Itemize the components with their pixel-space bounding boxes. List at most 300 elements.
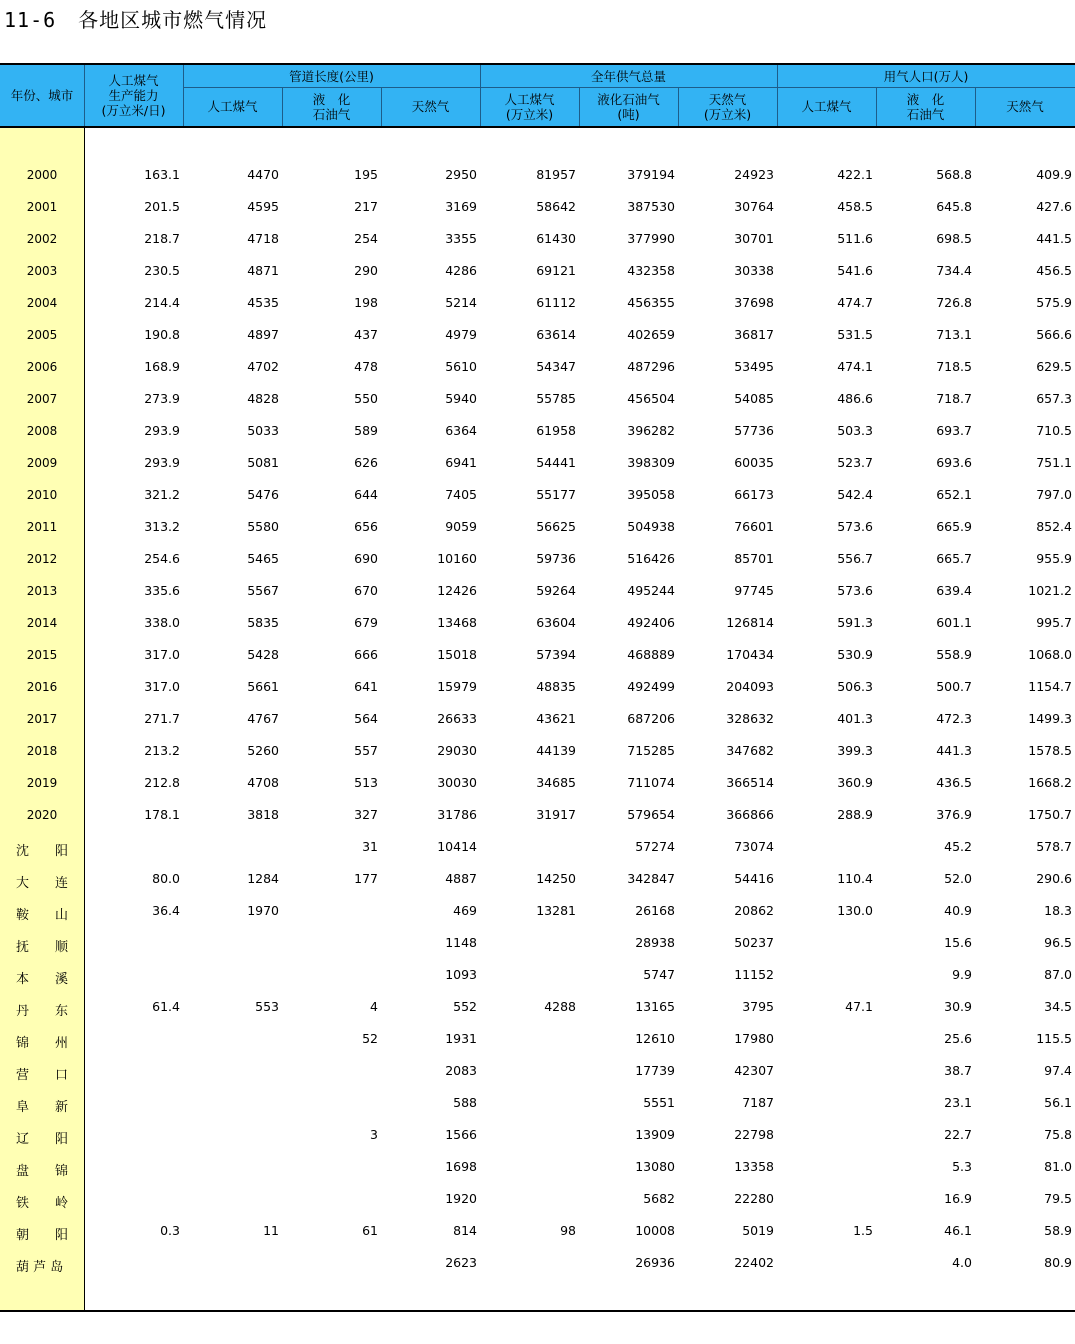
table-cell: 73074 xyxy=(734,839,774,854)
city-label: 大 连 xyxy=(16,876,69,891)
table-cell: 1920 xyxy=(445,1191,477,1206)
table-cell: 115.5 xyxy=(1036,1031,1072,1046)
table-cell: 578.7 xyxy=(1036,839,1072,854)
table-cell: 1750.7 xyxy=(1028,807,1072,822)
table-cell: 711074 xyxy=(627,775,675,790)
table-cell: 9059 xyxy=(445,519,477,534)
city-label: 鞍 山 xyxy=(16,908,69,923)
year-label: 2006 xyxy=(26,360,58,374)
table-cell: 85701 xyxy=(734,551,774,566)
table-cell: 5580 xyxy=(247,519,279,534)
header-sub-8: 液 化 石油气 xyxy=(906,91,945,122)
table-cell: 290.6 xyxy=(1036,871,1072,886)
table-cell: 31917 xyxy=(536,807,576,822)
table-cell: 57274 xyxy=(635,839,675,854)
table-cell: 3 xyxy=(370,1127,378,1142)
header-row-label: 年份、城市 xyxy=(10,88,74,103)
city-label: 锦 州 xyxy=(16,1036,69,1051)
header-sub-2: 液 化 石油气 xyxy=(312,91,351,122)
table-cell: 398309 xyxy=(627,455,675,470)
table-cell: 273.9 xyxy=(144,391,180,406)
table-cell: 130.0 xyxy=(837,903,873,918)
table-cell: 995.7 xyxy=(1036,615,1072,630)
table-cell: 10160 xyxy=(437,551,477,566)
table-cell: 472.3 xyxy=(936,711,972,726)
table-cell: 3355 xyxy=(445,231,477,246)
table-cell: 693.6 xyxy=(936,455,972,470)
table-cell: 4767 xyxy=(247,711,279,726)
table-cell: 3818 xyxy=(247,807,279,822)
table-cell: 97745 xyxy=(734,583,774,598)
table-cell: 79.5 xyxy=(1044,1191,1072,1206)
header-divider xyxy=(480,65,481,126)
table-cell: 76601 xyxy=(734,519,774,534)
year-label: 2018 xyxy=(26,744,58,758)
header-sub-1: 人工煤气 xyxy=(207,99,258,114)
table-cell: 30701 xyxy=(734,231,774,246)
table-cell: 556.7 xyxy=(837,551,873,566)
table-cell: 1154.7 xyxy=(1028,679,1072,694)
table-cell: 69121 xyxy=(536,263,576,278)
table-cell: 20862 xyxy=(734,903,774,918)
label-separator xyxy=(84,128,85,1310)
table-cell: 1499.3 xyxy=(1028,711,1072,726)
table-cell: 4702 xyxy=(247,359,279,374)
table-cell: 198 xyxy=(354,295,378,310)
year-label: 2003 xyxy=(26,264,58,278)
table-cell: 317.0 xyxy=(144,647,180,662)
table-cell: 441.3 xyxy=(936,743,972,758)
year-label: 2011 xyxy=(26,520,58,534)
table-cell: 327 xyxy=(354,807,378,822)
table-cell: 541.6 xyxy=(837,263,873,278)
table-cell: 4535 xyxy=(247,295,279,310)
table-cell: 22.7 xyxy=(944,1127,972,1142)
header-divider xyxy=(975,87,976,126)
table-cell: 328632 xyxy=(726,711,774,726)
table-cell: 22798 xyxy=(734,1127,774,1142)
table-cell: 492499 xyxy=(627,679,675,694)
table-cell: 5682 xyxy=(643,1191,675,1206)
table-cell: 852.4 xyxy=(1036,519,1072,534)
table-cell: 644 xyxy=(354,487,378,502)
table-cell: 271.7 xyxy=(144,711,180,726)
table-cell: 564 xyxy=(354,711,378,726)
table-cell: 177 xyxy=(354,871,378,886)
table-cell: 5465 xyxy=(247,551,279,566)
city-label: 营 口 xyxy=(16,1068,69,1083)
table-cell: 36.4 xyxy=(152,903,180,918)
table-cell: 542.4 xyxy=(837,487,873,502)
table-cell: 4828 xyxy=(247,391,279,406)
table-cell: 63614 xyxy=(536,327,576,342)
table-cell: 690 xyxy=(354,551,378,566)
table-cell: 56.1 xyxy=(1044,1095,1072,1110)
table-cell: 516426 xyxy=(627,551,675,566)
table-cell: 4887 xyxy=(445,871,477,886)
header-rule xyxy=(0,126,1075,128)
table-cell: 34685 xyxy=(536,775,576,790)
table-cell: 2623 xyxy=(445,1255,477,1270)
table-cell: 1284 xyxy=(247,871,279,886)
table-cell: 31786 xyxy=(437,807,477,822)
table-cell: 469 xyxy=(453,903,477,918)
year-label: 2005 xyxy=(26,328,58,342)
header-sub-5: 液化石油气 (吨) xyxy=(597,91,660,122)
table-cell: 666 xyxy=(354,647,378,662)
table-cell: 36817 xyxy=(734,327,774,342)
table-cell: 530.9 xyxy=(837,647,873,662)
table-cell: 59736 xyxy=(536,551,576,566)
table-cell: 17739 xyxy=(635,1063,675,1078)
table-cell: 10008 xyxy=(635,1223,675,1238)
table-cell: 24923 xyxy=(734,167,774,182)
table-cell: 66173 xyxy=(734,487,774,502)
table-cell: 679 xyxy=(354,615,378,630)
table-cell: 376.9 xyxy=(936,807,972,822)
table-cell: 75.8 xyxy=(1044,1127,1072,1142)
table-cell: 288.9 xyxy=(837,807,873,822)
table-cell: 458.5 xyxy=(837,199,873,214)
table-cell: 718.5 xyxy=(936,359,972,374)
table-cell: 1970 xyxy=(247,903,279,918)
table-cell: 4470 xyxy=(247,167,279,182)
table-cell: 506.3 xyxy=(837,679,873,694)
year-label: 2020 xyxy=(26,808,58,822)
header-divider xyxy=(282,87,283,126)
table-cell: 61 xyxy=(362,1223,378,1238)
table-cell: 478 xyxy=(354,359,378,374)
table-cell: 317.0 xyxy=(144,679,180,694)
header-divider xyxy=(84,65,85,126)
city-label: 辽 阳 xyxy=(16,1132,69,1147)
table-cell: 60035 xyxy=(734,455,774,470)
table-cell: 656 xyxy=(354,519,378,534)
table-cell: 670 xyxy=(354,583,378,598)
header-divider xyxy=(579,87,580,126)
table-cell: 379194 xyxy=(627,167,675,182)
table-cell: 12426 xyxy=(437,583,477,598)
table-cell: 474.1 xyxy=(837,359,873,374)
table-cell: 57394 xyxy=(536,647,576,662)
table-number: 11-6 xyxy=(4,8,57,32)
header-divider xyxy=(183,65,184,126)
table-cell: 387530 xyxy=(627,199,675,214)
table-cell: 552 xyxy=(453,999,477,1014)
table-cell: 626 xyxy=(354,455,378,470)
table-cell: 26936 xyxy=(635,1255,675,1270)
table-cell: 9.9 xyxy=(952,967,972,982)
year-label: 2010 xyxy=(26,488,58,502)
table-cell: 4 xyxy=(370,999,378,1014)
table-cell: 366866 xyxy=(726,807,774,822)
table-cell: 531.5 xyxy=(837,327,873,342)
table-cell: 487296 xyxy=(627,359,675,374)
header-divider xyxy=(777,65,778,126)
table-cell: 639.4 xyxy=(936,583,972,598)
table-cell: 52 xyxy=(362,1031,378,1046)
table-cell: 5033 xyxy=(247,423,279,438)
table-cell: 98 xyxy=(560,1223,576,1238)
header-group-pipeline: 管道长度(公里) xyxy=(289,68,374,84)
year-label: 2009 xyxy=(26,456,58,470)
table-cell: 30338 xyxy=(734,263,774,278)
table-cell: 13281 xyxy=(536,903,576,918)
table-cell: 422.1 xyxy=(837,167,873,182)
table-cell: 486.6 xyxy=(837,391,873,406)
table-cell: 214.4 xyxy=(144,295,180,310)
table-cell: 313.2 xyxy=(144,519,180,534)
city-label: 沈 阳 xyxy=(16,844,69,859)
year-label: 2017 xyxy=(26,712,58,726)
table-cell: 61112 xyxy=(536,295,576,310)
table-cell: 61958 xyxy=(536,423,576,438)
table-cell: 456355 xyxy=(627,295,675,310)
table-cell: 5661 xyxy=(247,679,279,694)
table-cell: 5747 xyxy=(643,967,675,982)
table-cell: 629.5 xyxy=(1036,359,1072,374)
table-cell: 40.9 xyxy=(944,903,972,918)
table-cell: 4.0 xyxy=(952,1255,972,1270)
table-cell: 437 xyxy=(354,327,378,342)
table-cell: 4708 xyxy=(247,775,279,790)
table-cell: 26168 xyxy=(635,903,675,918)
table-cell: 63604 xyxy=(536,615,576,630)
table-cell: 195 xyxy=(354,167,378,182)
table-cell: 81.0 xyxy=(1044,1159,1072,1174)
table-cell: 4979 xyxy=(445,327,477,342)
table-cell: 401.3 xyxy=(837,711,873,726)
table-cell: 52.0 xyxy=(944,871,972,886)
table-cell: 5.3 xyxy=(952,1159,972,1174)
table-cell: 13909 xyxy=(635,1127,675,1142)
table-cell: 1566 xyxy=(445,1127,477,1142)
table-cell: 698.5 xyxy=(936,231,972,246)
table-cell: 2950 xyxy=(445,167,477,182)
year-label: 2004 xyxy=(26,296,58,310)
table-cell: 566.6 xyxy=(1036,327,1072,342)
city-label: 阜 新 xyxy=(16,1100,69,1115)
table-cell: 170434 xyxy=(726,647,774,662)
table-cell: 5214 xyxy=(445,295,477,310)
header-sub-6: 天然气 (万立米) xyxy=(703,91,752,122)
table-cell: 96.5 xyxy=(1044,935,1072,950)
table-cell: 589 xyxy=(354,423,378,438)
table-cell: 557 xyxy=(354,743,378,758)
table-cell: 168.9 xyxy=(144,359,180,374)
table-cell: 293.9 xyxy=(144,423,180,438)
table-cell: 432358 xyxy=(627,263,675,278)
table-cell: 204093 xyxy=(726,679,774,694)
table-cell: 523.7 xyxy=(837,455,873,470)
table-cell: 0.3 xyxy=(160,1223,180,1238)
table-cell: 5019 xyxy=(742,1223,774,1238)
table-cell: 54416 xyxy=(734,871,774,886)
table-cell: 13165 xyxy=(635,999,675,1014)
table-cell: 11 xyxy=(263,1223,279,1238)
table-cell: 456.5 xyxy=(1036,263,1072,278)
table-cell: 13468 xyxy=(437,615,477,630)
year-label: 2007 xyxy=(26,392,58,406)
table-cell: 377990 xyxy=(627,231,675,246)
table-cell: 43621 xyxy=(536,711,576,726)
table-cell: 15018 xyxy=(437,647,477,662)
table-cell: 47.1 xyxy=(845,999,873,1014)
table-cell: 5476 xyxy=(247,487,279,502)
header-divider xyxy=(183,87,1075,88)
city-label: 丹 东 xyxy=(16,1004,69,1019)
table-cell: 30.9 xyxy=(944,999,972,1014)
city-label: 铁 岭 xyxy=(16,1196,69,1211)
year-label: 2012 xyxy=(26,552,58,566)
table-cell: 10414 xyxy=(437,839,477,854)
table-cell: 553 xyxy=(255,999,279,1014)
table-cell: 2083 xyxy=(445,1063,477,1078)
table-cell: 1668.2 xyxy=(1028,775,1072,790)
table-cell: 4288 xyxy=(544,999,576,1014)
table-cell: 360.9 xyxy=(837,775,873,790)
table-cell: 28938 xyxy=(635,935,675,950)
table-cell: 511.6 xyxy=(837,231,873,246)
table-cell: 492406 xyxy=(627,615,675,630)
table-cell: 56625 xyxy=(536,519,576,534)
table-cell: 751.1 xyxy=(1036,455,1072,470)
table-cell: 29030 xyxy=(437,743,477,758)
city-label: 朝 阳 xyxy=(16,1228,69,1243)
table-cell: 22402 xyxy=(734,1255,774,1270)
table-cell: 34.5 xyxy=(1044,999,1072,1014)
table-cell: 500.7 xyxy=(936,679,972,694)
table-cell: 80.9 xyxy=(1044,1255,1072,1270)
table-cell: 80.0 xyxy=(152,871,180,886)
table-cell: 5260 xyxy=(247,743,279,758)
table-cell: 321.2 xyxy=(144,487,180,502)
table-cell: 13080 xyxy=(635,1159,675,1174)
table-cell: 338.0 xyxy=(144,615,180,630)
table-cell: 645.8 xyxy=(936,199,972,214)
table-cell: 588 xyxy=(453,1095,477,1110)
header-divider xyxy=(678,87,679,126)
table-cell: 218.7 xyxy=(144,231,180,246)
table-cell: 409.9 xyxy=(1036,167,1072,182)
table-cell: 58.9 xyxy=(1044,1223,1072,1238)
table-cell: 402659 xyxy=(627,327,675,342)
city-label: 本 溪 xyxy=(16,972,69,987)
table-cell: 290 xyxy=(354,263,378,278)
table-cell: 17980 xyxy=(734,1031,774,1046)
header-group-population: 用气人口(万人) xyxy=(883,68,969,84)
table-cell: 6364 xyxy=(445,423,477,438)
table-cell: 347682 xyxy=(726,743,774,758)
table-cell: 126814 xyxy=(726,615,774,630)
city-label: 抚 顺 xyxy=(16,940,69,955)
table-cell: 687206 xyxy=(627,711,675,726)
table-cell: 14250 xyxy=(536,871,576,886)
table-cell: 213.2 xyxy=(144,743,180,758)
table-cell: 16.9 xyxy=(944,1191,972,1206)
table-cell: 504938 xyxy=(627,519,675,534)
table-cell: 713.1 xyxy=(936,327,972,342)
table-cell: 45.2 xyxy=(944,839,972,854)
table-cell: 573.6 xyxy=(837,583,873,598)
year-label: 2000 xyxy=(26,168,58,182)
table-cell: 12610 xyxy=(635,1031,675,1046)
table-cell: 54347 xyxy=(536,359,576,374)
table-cell: 513 xyxy=(354,775,378,790)
table-cell: 13358 xyxy=(734,1159,774,1174)
table-cell: 53495 xyxy=(734,359,774,374)
table-cell: 230.5 xyxy=(144,263,180,278)
table-cell: 59264 xyxy=(536,583,576,598)
table-cell: 55785 xyxy=(536,391,576,406)
table-cell: 18.3 xyxy=(1044,903,1072,918)
table-cell: 1021.2 xyxy=(1028,583,1072,598)
city-label: 盘 锦 xyxy=(16,1164,69,1179)
year-label: 2008 xyxy=(26,424,58,438)
year-label: 2016 xyxy=(26,680,58,694)
table-cell: 6941 xyxy=(445,455,477,470)
table-cell: 665.7 xyxy=(936,551,972,566)
table-cell: 293.9 xyxy=(144,455,180,470)
table-cell: 5567 xyxy=(247,583,279,598)
bottom-rule xyxy=(0,1310,1075,1312)
table-cell: 58642 xyxy=(536,199,576,214)
table-cell: 955.9 xyxy=(1036,551,1072,566)
table-cell: 97.4 xyxy=(1044,1063,1072,1078)
header-divider xyxy=(876,87,877,126)
table-cell: 110.4 xyxy=(837,871,873,886)
header-group-supply: 全年供气总量 xyxy=(590,68,666,84)
table-cell: 81957 xyxy=(536,167,576,182)
table-cell: 54441 xyxy=(536,455,576,470)
table-cell: 4871 xyxy=(247,263,279,278)
table-cell: 568.8 xyxy=(936,167,972,182)
table-cell: 715285 xyxy=(627,743,675,758)
table-cell: 190.8 xyxy=(144,327,180,342)
table-cell: 710.5 xyxy=(1036,423,1072,438)
table-cell: 87.0 xyxy=(1044,967,1072,982)
table-cell: 31 xyxy=(362,839,378,854)
header-sub-4: 人工煤气 (万立米) xyxy=(504,91,555,122)
table-cell: 395058 xyxy=(627,487,675,502)
table-cell: 468889 xyxy=(627,647,675,662)
table-cell: 456504 xyxy=(627,391,675,406)
table-cell: 436.5 xyxy=(936,775,972,790)
table-cell: 335.6 xyxy=(144,583,180,598)
table-cell: 5610 xyxy=(445,359,477,374)
table-cell: 4718 xyxy=(247,231,279,246)
table-cell: 396282 xyxy=(627,423,675,438)
table-cell: 37698 xyxy=(734,295,774,310)
table-cell: 427.6 xyxy=(1036,199,1072,214)
table-cell: 503.3 xyxy=(837,423,873,438)
table-cell: 5428 xyxy=(247,647,279,662)
table-cell: 5940 xyxy=(445,391,477,406)
table-cell: 342847 xyxy=(627,871,675,886)
header-sub-3: 天然气 xyxy=(411,99,450,114)
table-cell: 1578.5 xyxy=(1028,743,1072,758)
table-cell: 573.6 xyxy=(837,519,873,534)
table-cell: 50237 xyxy=(734,935,774,950)
city-label: 葫 芦 岛 xyxy=(16,1260,64,1275)
header-capacity: 人工煤气 生产能力 (万立米/日) xyxy=(101,73,166,118)
table-cell: 399.3 xyxy=(837,743,873,758)
table-cell: 22280 xyxy=(734,1191,774,1206)
table-cell: 734.4 xyxy=(936,263,972,278)
table-cell: 25.6 xyxy=(944,1031,972,1046)
table-cell: 44139 xyxy=(536,743,576,758)
table-cell: 46.1 xyxy=(944,1223,972,1238)
